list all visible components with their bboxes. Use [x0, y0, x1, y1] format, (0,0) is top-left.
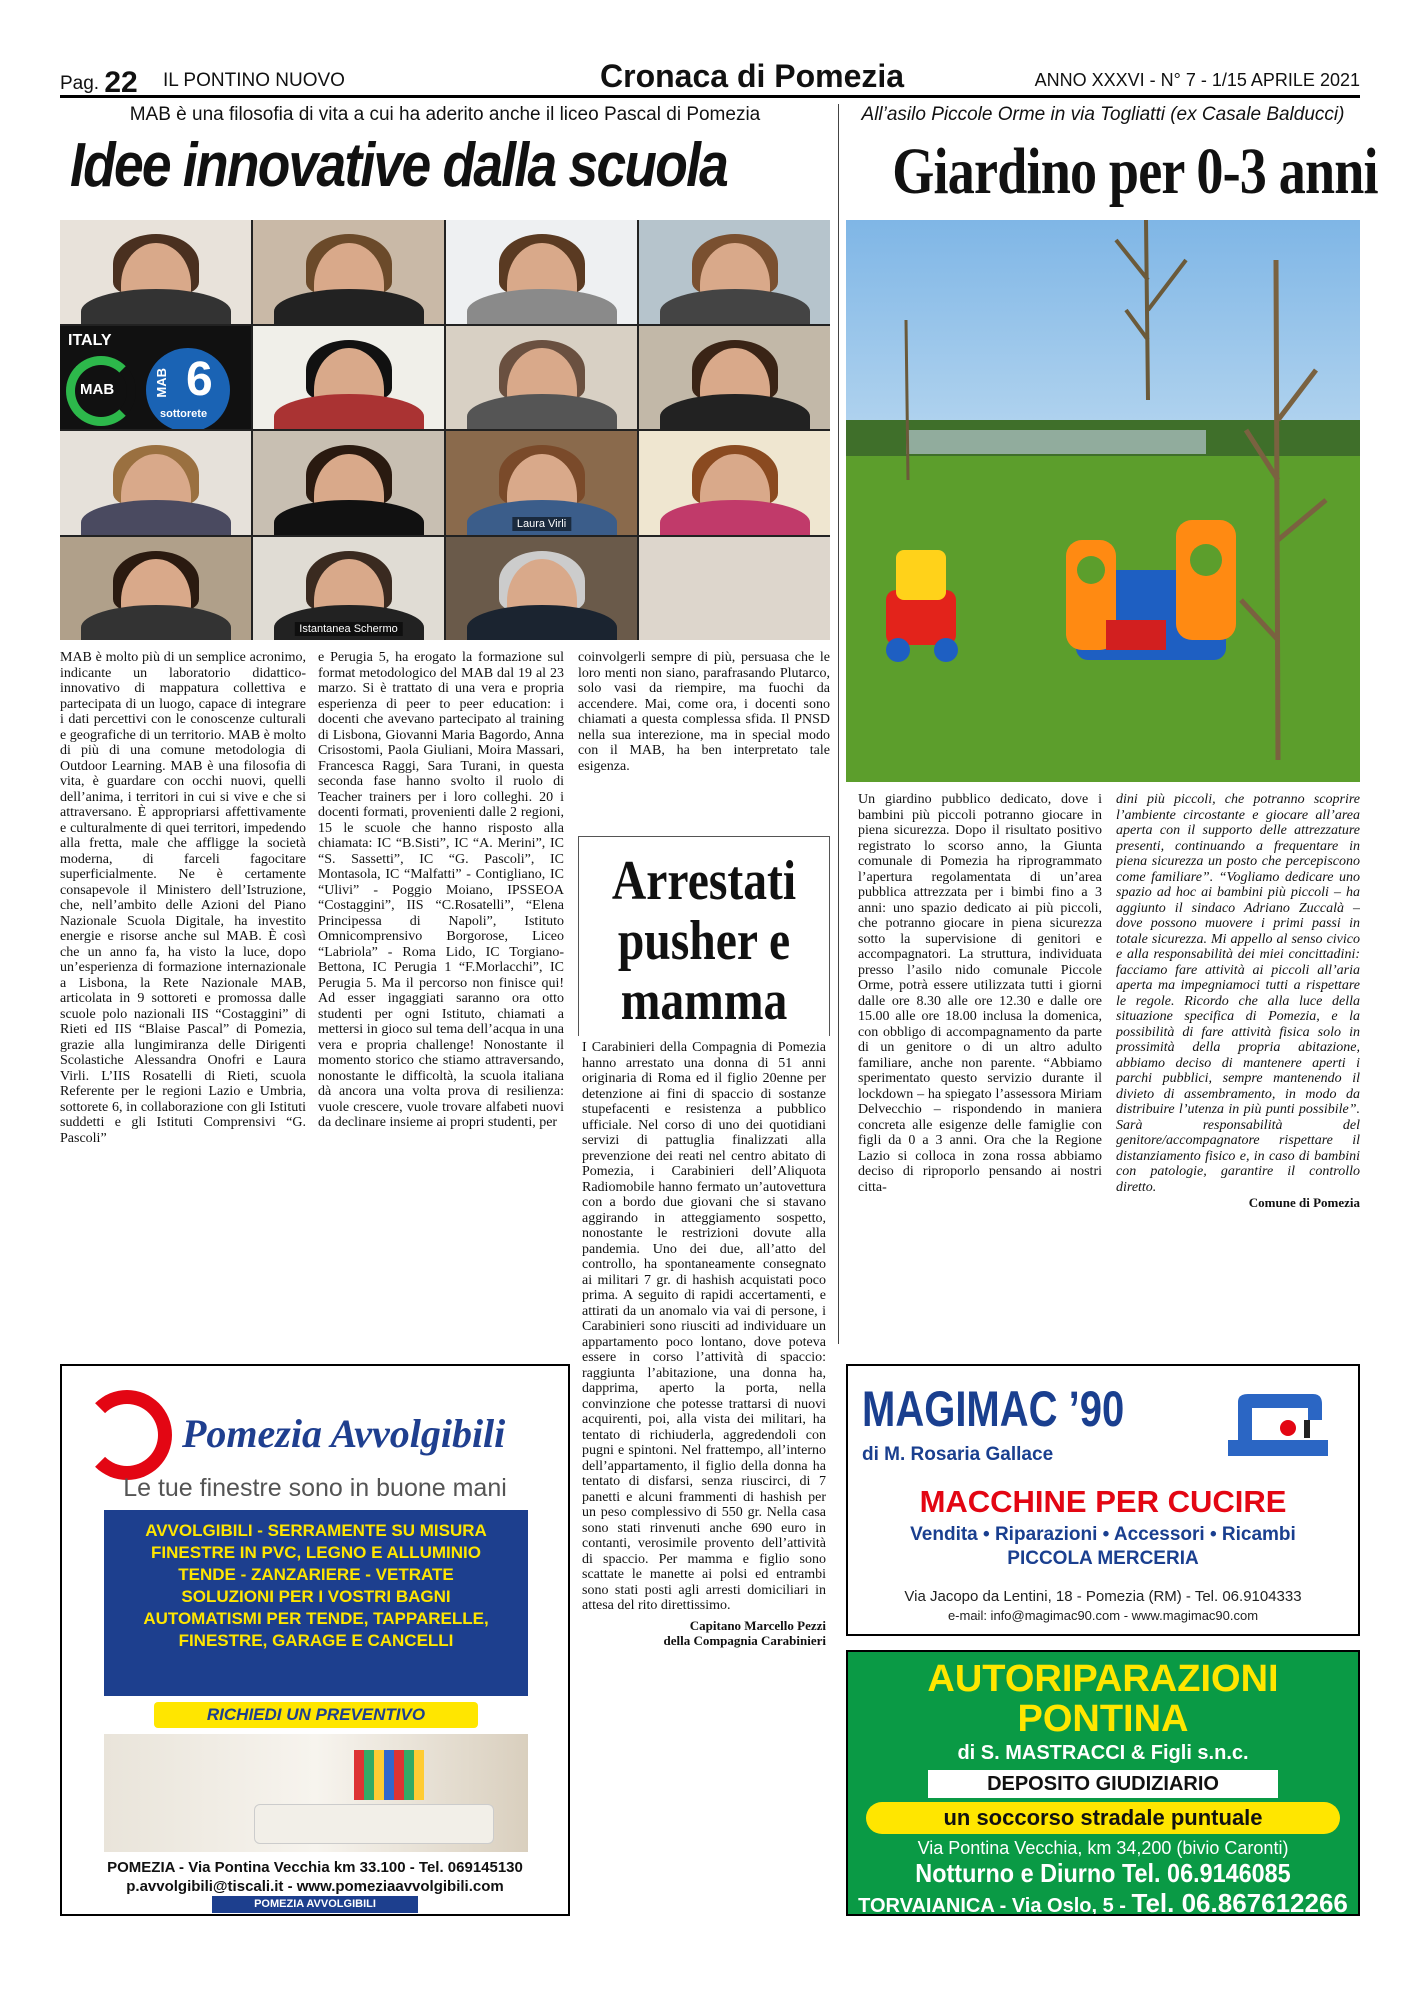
section-title: Cronaca di Pomezia: [600, 58, 905, 94]
right-article-column-2: dini più piccoli, che potranno scoprire l’ambiente circostante e giocare all’area aperta con il supporto delle attrezzature presenti, continuando a frequentare in piena sicurezza un posto che percepiscono come familiare”. “Vogliamo dedicare uno spazio ad hoc ai bambini più piccoli – ha aggiunto il sindaco Adriano Zuccalà – dove possono muovere i primi passi in totale sicurezza. Mi appello al senso civico e alla responsabilità dei miei concittadini: facciamo fare attività ai piccoli all’aria aperta ma impegniamoci tutti a rispettare le regole. Ricordo che alla luce della situazione specifica di Pomezia, e la possibilità di fare attività fisica solo in prossimità della propria abitazione, abbiamo deciso di mantenere aperti i parchi pubblici, sempre mantenendo il divieto di assembramento, in modo da distribuire l’utenza in più punti possibile”. Sarà responsabilità del genitore/accompagnatore rispettare il distanziamento fisico e, in caso di bambini con patologie, garantire il controllo diretto. Comune di Pomezia: [1116, 792, 1360, 1210]
participant-tile: [253, 326, 444, 430]
facebook-link[interactable]: POMEZIA AVVOLGIBILI: [212, 1896, 418, 1913]
right-article-signature: Comune di Pomezia: [1248, 1195, 1360, 1210]
ad-services-list: AVVOLGIBILI - SERRAMENTE SU MISURA FINESTRE IN PVC, LEGNO E ALLUMINIO TENDE - ZANZARIERE - VETRATE SOLUZIONI PER I VOSTRI BAGNI AUTOMATISMI PER TENDE, TAPPARELLE, FINESTRE, GARAGE E CANCELLI: [104, 1510, 528, 1696]
ad-magimac[interactable]: [846, 1364, 1360, 1636]
participant-tile: [446, 431, 637, 535]
arrestati-title: Arrestati pusher e mamma: [611, 850, 797, 1032]
ad-services: Vendita • Riparazioni • Accessori • Ricambi: [910, 1524, 1296, 1545]
participant-tile: [60, 220, 251, 324]
arrestati-body: I Carabinieri della Compagnia di Pomezia hanno arrestato una donna di 51 anni originaria di Roma ed il figlio 20enne per detenzione ai fini di spaccio di sostanze stupefacenti e resistenza a pubblico ufficiale. Nel corso di uno dei quotidiani servizi di pattuglia finalizzati alla prevenzione dei reati nel centro abitato di Pomezia, i Carabinieri dell’Aliquota Radiomobile hanno fermato un’autovettura con a bordo due giovani che si stavano aggirando in atteggiamento sospetto, nonostante le restrizioni dovute alla pandemia. Uno dei due, all’atto del controllo, ha spontaneamente consegnato ai militari 7 gr. di hashish acquistati poco prima. A seguito di rapidi accertamenti, e attirati da un anomalo via vai di persone, i Carabinieri sono riusciti ad individuare un appartamento poco lontano, dove poteva essere in corso l’attività di spaccio: raggiunta l’abitazione, una donna ha, dapprima, aperto la porta, nella convinzione che potesse trattarsi di nuovi acquirenti, poi, alla vista dei militari, ha tentato di richiuderla, aggredendoli con pugni e spintoni. Nel frattempo, all’interno dell’appartamento, il figlio della donna ha tentato di disfarsi, senza riuscirci, di 7 panetti e alcuni frammenti di hashish per un peso complessivo di 550 gr. Nella casa sono stati rinvenuti anche 690 euro in contanti, verosimile provento dell’attività di spaccio. Per mamma e figlio sono scattate le manette ai polsi ed entrambi sono stati posti agli arresti domiciliari in attesa del rito direttissimo. Capitano Marcello Pezzi della Compagnia Carabinieri: [582, 1040, 826, 1648]
participant-tile: [639, 220, 830, 324]
left-article-column-1: MAB è molto più di un semplice acronimo, indicante un laboratorio didattico-innovativo di mappatura collettiva e partecipata di un luogo, capace di integrare i dati percettivi con le conoscenze culturali e geografiche di un territorio. MAB è molto di più di una comune metodologia di Outdoor Learning. MAB è una filosofia di vita, è guardare con occhi nuovi, quelli dell’anima, i territori in cui si vive e che si attraversano. È appropriarsi affettivamente e culturalmente di quei territori, impedendo alla fretta, male che affligge la società moderna, di farceli fagocitare superficialmente. Ne è certamente consapevole il Ministero dell’Istruzione, che, nell’ambito delle Azioni del Piano Nazionale Scuola Digitale, ha investito energie e risorse anche sul MAB. È così che un anno fa, ha visto la luce, dopo un’esperienza di formazione internazionale a Lisbona, la Rete Nazionale MAB, articolata in 9 sottoreti e promossa dalle scuole polo nazionali IIS “Costaggini” di Rieti ed IIS “Blaise Pascal” di Pomezia, grazie alla lungimiranza delle Dirigenti Scolastiche Alessandra Onofri e Laura Virli. L’IIS Rosatelli di Rieti, scuola Referente per le regioni Lazio e Umbria, sottorete 6, in collaborazione con gli Istituti suddetti e gli Istituti Comprensivi “G. Pascoli”: [60, 650, 306, 1146]
participant-tile: [446, 220, 637, 324]
ad-phone[interactable]: Notturno e Diurno Tel. 06.9146085: [915, 1858, 1291, 1888]
ad-autoriparazioni-pontina[interactable]: [846, 1650, 1360, 1916]
participant-tile: [639, 326, 830, 430]
ad-torvaianica[interactable]: TORVAIANICA - Via Oslo, 5 - Tel. 06.867612266: [858, 1888, 1348, 1916]
left-article-column-2: e Perugia 5, ha erogato la formazione sul format metodologico del MAB dal 19 al 23 marzo. Si è trattato di una vera e propria esperienza di peer to peer education: i docenti che avevano partecipato al training di Lisbona, Giovanni Maria Bagordo, Anna Crisostomi, Paola Giuliani, Moira Massari, Francesca Raggi, Sara Turani, in questa seconda fase hanno svolto il ruolo di Teacher trainers per i loro colleghi. 20 i docenti formati, provenienti dalle 2 regioni, 15 le scuole che hanno risposto alla chiamata: IC “B.Sisti”, IC “A. Merini”, IC “S. Sassetti”, IC “G. Pascoli”, IC Montasola, IC “Malfatti” - Contigliano, IC “Ulivi” - Poggio Moiano, IPSSEOA “Costaggini”, IIS “C.Rosatelli”, “Elena Principessa di Napoli”, Istituto Omnicomprensivo Borgorose, Liceo “Labriola” - Roma Lido, IC Torgiano-Bettona, IC Perugia 1 “F.Morlacchi”, IC Perugia 5. Ma il percorso non finisce qui! Ad esser ingaggiati saranno ora otto studenti per ogni Istituto, chiamati a mettersi in gioco sul tema dell’acqua in una vera e propria challenge! Nonostante il momento storico che stiamo attraversando, nonostante le difficoltà, la scuola italiana dà ancora una volta prova di resilienza: vuole crescere, vuole trovare alfabeti nuovi da declinare insieme ai propri studenti, per: [318, 650, 564, 1130]
ad-brand-line-2: PONTINA: [1017, 1698, 1189, 1740]
sewing-machine-icon: [1218, 1380, 1338, 1470]
arrestati-signature: Capitano Marcello Pezzi: [689, 1617, 826, 1633]
spiral-logo-icon: [82, 1390, 172, 1480]
ad-brand: Pomezia Avvolgibili: [182, 1411, 506, 1456]
ad-merceria: PICCOLA MERCERIA: [1007, 1548, 1199, 1569]
participant-caption: Laura Virli: [512, 517, 571, 531]
ad-pomezia-avvolgibili[interactable]: [60, 1364, 570, 1916]
participant-caption: Istantanea Schermo: [294, 622, 402, 636]
page-number: Pag. 22: [60, 66, 138, 99]
ad-brand: MAGIMAC ’90: [862, 1381, 1125, 1437]
ad-address: POMEZIA - Via Pontina Vecchia km 33.100 - Tel. 069145130 p.avvolgibili@tiscali.it - www.pomeziaavvolgibili.com: [107, 1859, 523, 1895]
participant-tile: [639, 537, 830, 641]
ad-owner: di M. Rosaria Gallace: [862, 1444, 1054, 1465]
ad-contacts[interactable]: e-mail: info@magimac90.com - www.magimac90.com: [947, 1608, 1259, 1623]
participant-tile: [446, 537, 637, 641]
ad-room-image: [104, 1734, 528, 1852]
participant-tile: [446, 326, 637, 430]
ad-service: un soccorso stradale puntuale: [866, 1802, 1340, 1834]
left-article-kicker: MAB è una filosofia di vita a cui ha aderito anche il liceo Pascal di Pomezia: [129, 104, 761, 125]
mab-logo: ITALY MAB MAB 6 sottorete: [60, 326, 251, 430]
ad-slogan: Le tue finestre sono in buone mani: [123, 1474, 507, 1502]
ad-address: Via Jacopo da Lentini, 18 - Pomezia (RM) - Tel. 06.9104333: [904, 1588, 1302, 1605]
participant-tile: [60, 431, 251, 535]
right-article-column-1: Un giardino pubblico dedicato, dove i bambini più piccoli potranno giocare in piena sicurezza. Dopo il risultato positivo registrato lo scorso anno, la Giunta comunale di Pomezia ha riprogrammato l’apertura regolamentata di un’area pubblica attrezzata per i bimbi fino a 3 anni: uno spazio dedicato ai più piccoli, che potranno giocare in piena sicurezza sotto la supervisione di genitori e accompagnatori. La struttura, individuata presso l’asilo nido comunale Piccole Orme, potrà essere utilizzata tutti i giorni dalle ore 8.30 alle ore 12.30 e dalle ore 15.00 alle ore 18.00 inclusa la domenica, con obbligo di accompagnamento da parte di un genitore o di un altro adulto familiare, anche non parente. “Abbiamo sperimentato questo servizio durante il lockdown – ha spiegato l’assessora Miriam Delvecchio – rispondendo in maniera concreta alle esigenze delle famiglie con figli da 0 a 3 anni. Ora che la Regione Lazio si colloca in zona rossa abbiamo deciso di riproporlo pensando ai nostri citta-: [858, 792, 1102, 1195]
newspaper-name: IL PONTINO NUOVO: [163, 70, 345, 91]
right-article-title: Giardino per 0-3 anni: [892, 135, 1378, 208]
ad-address: Via Pontina Vecchia, km 34,200 (bivio Caronti): [917, 1838, 1289, 1858]
video-call-photo: [60, 220, 830, 640]
column-divider: [838, 104, 839, 1344]
ad-headline: MACCHINE PER CUCIRE: [919, 1484, 1287, 1519]
left-article-column-3: coinvolgerli sempre di più, persuasa che le loro menti non siano, parafrasando Plutarco, solo vasi da riempire, ma fuochi da accendere. Mai, come ora, i docenti sono chiamati a questa complessa sfida. Il PNSD nella sua interezione, ma in special modo con il MAB, ha ben interpretato tale esigenza.: [578, 650, 830, 774]
participant-tile: [253, 220, 444, 324]
participant-tile: [253, 537, 444, 641]
ad-owner: di S. MASTRACCI & Figli s.n.c.: [957, 1742, 1249, 1764]
right-article-kicker: All’asilo Piccole Orme in via Togliatti (ex Casale Balducci): [861, 104, 1345, 125]
arrestati-signature-unit: della Compagnia Carabinieri: [663, 1632, 826, 1648]
garden-photo: [846, 220, 1360, 782]
ad-deposit: DEPOSITO GIUDIZIARIO: [928, 1770, 1278, 1798]
arrestati-box: [578, 836, 830, 1036]
participant-tile: [60, 537, 251, 641]
participant-tile: [639, 431, 830, 535]
ad-brand-line-1: AUTORIPARAZIONI: [927, 1658, 1279, 1700]
left-article-title: Idee innovative dalla scuola: [70, 131, 728, 200]
issue-info: ANNO XXXVI - N° 7 - 1/15 APRILE 2021: [1034, 70, 1360, 90]
page-header: [60, 58, 1360, 98]
quote-request-button[interactable]: RICHIEDI UN PREVENTIVO: [154, 1702, 478, 1728]
participant-tile: [253, 431, 444, 535]
